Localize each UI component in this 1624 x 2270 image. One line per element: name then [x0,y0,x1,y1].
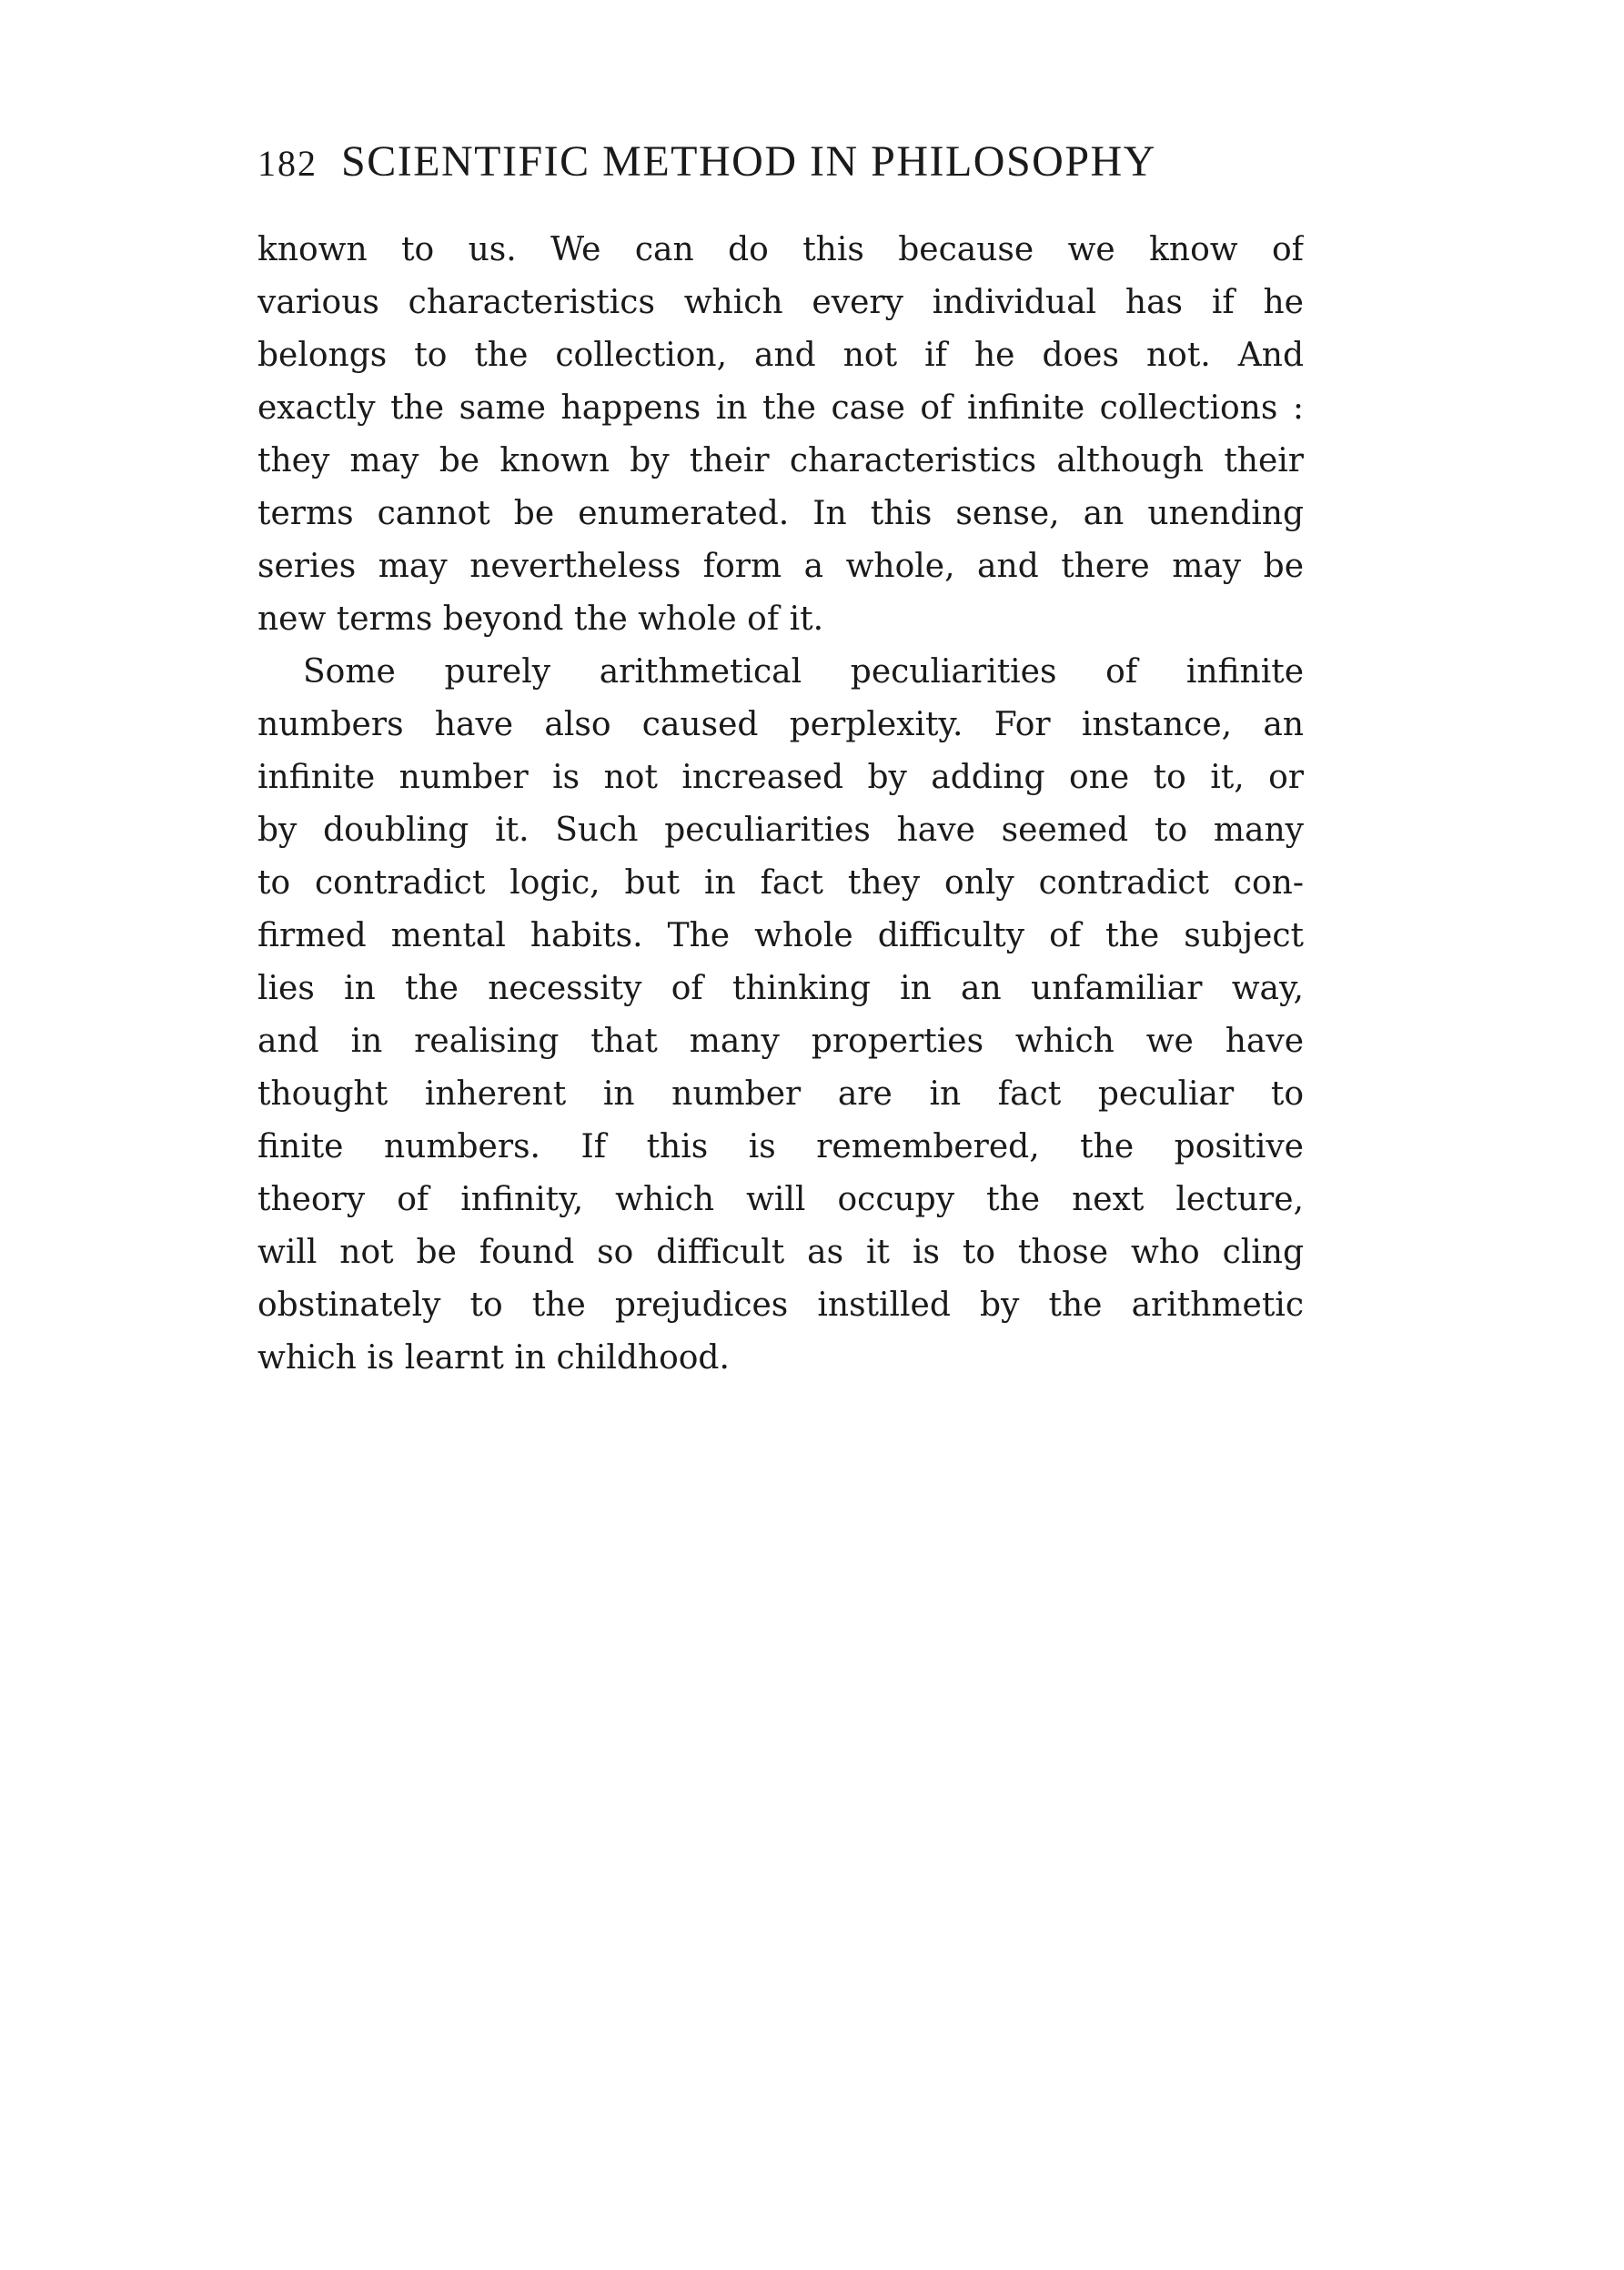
text-line: lies in the necessity of thinking in an unfamiliar way, [257,970,1304,1007]
body-text [257,224,1304,1385]
text-line: thought inherent in number are in fact peculiar to [257,1075,1304,1113]
running-title: SCIENTIFIC METHOD IN PHILOSOPHY [341,137,1156,186]
text-line: obstinately to the prejudices instilled by the arithmetic [257,1286,1304,1324]
text-line: firmed mental habits. The whole difficulty of the subject [257,917,1304,954]
text-line: Some purely arithmetical peculiarities of infinite [303,653,1304,691]
text-line: numbers have also caused perplexity. For instance, an [257,706,1304,743]
text-line: series may nevertheless form a whole, and there may be [257,548,1304,585]
text-line: belongs to the collection, and not if he does not. And [257,337,1304,374]
paragraph-1 [257,224,1304,646]
running-head [257,136,1304,200]
text-line: theory of infinity, which will occupy the next lecture, [257,1181,1304,1218]
text-line: and in realising that many properties which we have [257,1023,1304,1060]
text-line: to contradict logic, but in fact they only contradict con- [257,864,1304,902]
text-line: which is learnt in childhood. [257,1339,730,1377]
page-number: 182 [257,143,318,184]
text-line: terms cannot be enumerated. In this sense, an unending [257,495,1304,532]
text-line: exactly the same happens in the case of infinite collections : [257,389,1304,427]
text-line: finite numbers. If this is remembered, the positive [257,1128,1304,1165]
text-line: infinite number is not increased by adding one to it, or [257,759,1304,796]
text-line: known to us. We can do this because we know of [257,231,1304,268]
text-line: they may be known by their characteristics although their [257,442,1304,479]
paragraph-2 [257,646,1304,1385]
text-line: will not be found so difficult as it is to those who cling [257,1234,1304,1271]
text-line: new terms beyond the whole of it. [257,600,824,638]
text-line: by doubling it. Such peculiarities have seemed to many [257,812,1304,849]
text-line: various characteristics which every individual has if he [257,284,1304,321]
